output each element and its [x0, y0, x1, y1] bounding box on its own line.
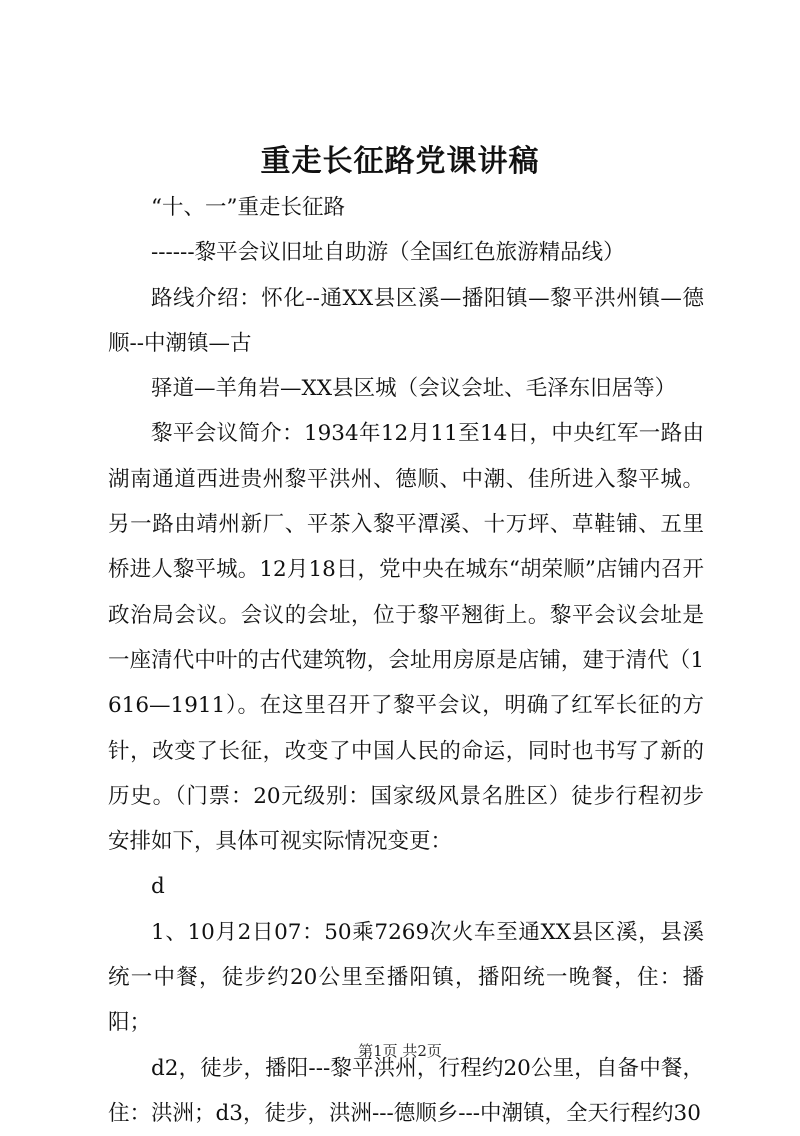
document-title: 重走长征路党课讲稿: [260, 144, 540, 179]
paragraph: d2，徒步，播阳---黎平洪州，行程约20公里，自备中餐，住：洪洲；d3，徒步，洪洲---德顺乡---中潮镇，全天行程约30: [108, 1055, 704, 1126]
paragraph: 路线介绍：怀化--通XX县区溪—播阳镇—黎平洪州镇—德顺--中潮镇—古: [108, 285, 704, 356]
paragraph: ------黎平会议旧址自助游（全国红色旅游精品线）: [151, 240, 625, 266]
paragraph: “十、一”重走长征路: [151, 195, 345, 220]
page-footer: 第1页 共2页: [358, 1042, 442, 1060]
paragraph: d: [151, 874, 165, 900]
document-body: [108, 185, 704, 1136]
paragraph: 1、10月2日07：50乘7269次火车至通XX县区溪，县溪统一中餐，徒步约20公里至播阳镇，播阳统一晚餐，住：播阳；: [108, 919, 704, 1036]
paragraph: 黎平会议简介：1934年12月11至14日，中央红军一路由湖南通道西进贵州黎平洪州、德顺、中潮、佳所进入黎平城。另一路由靖州新厂、平茶入黎平潭溪、十万坪、草鞋铺、五里桥进人黎平城。12月18日，党中央在城东“胡荣顺”店铺内召开政治局会议。会议的会址，位于黎平翘街上。黎平会议会址是一座清代中叶的古代建筑物，会址用房原是店铺，建于清代（1616—1911）。在这里召开了黎平会议，明确了红军长征的方针，改变了长征，改变了中国人民的命运，同时也书写了新的历史。（门票：20元级别：国家级风景名胜区）徒步行程初步安排如下，具体可视实际情况变更：: [108, 421, 704, 855]
paragraph: 驿道—羊角岩—XX县区城（会议会址、毛泽东旧居等）: [151, 376, 677, 402]
